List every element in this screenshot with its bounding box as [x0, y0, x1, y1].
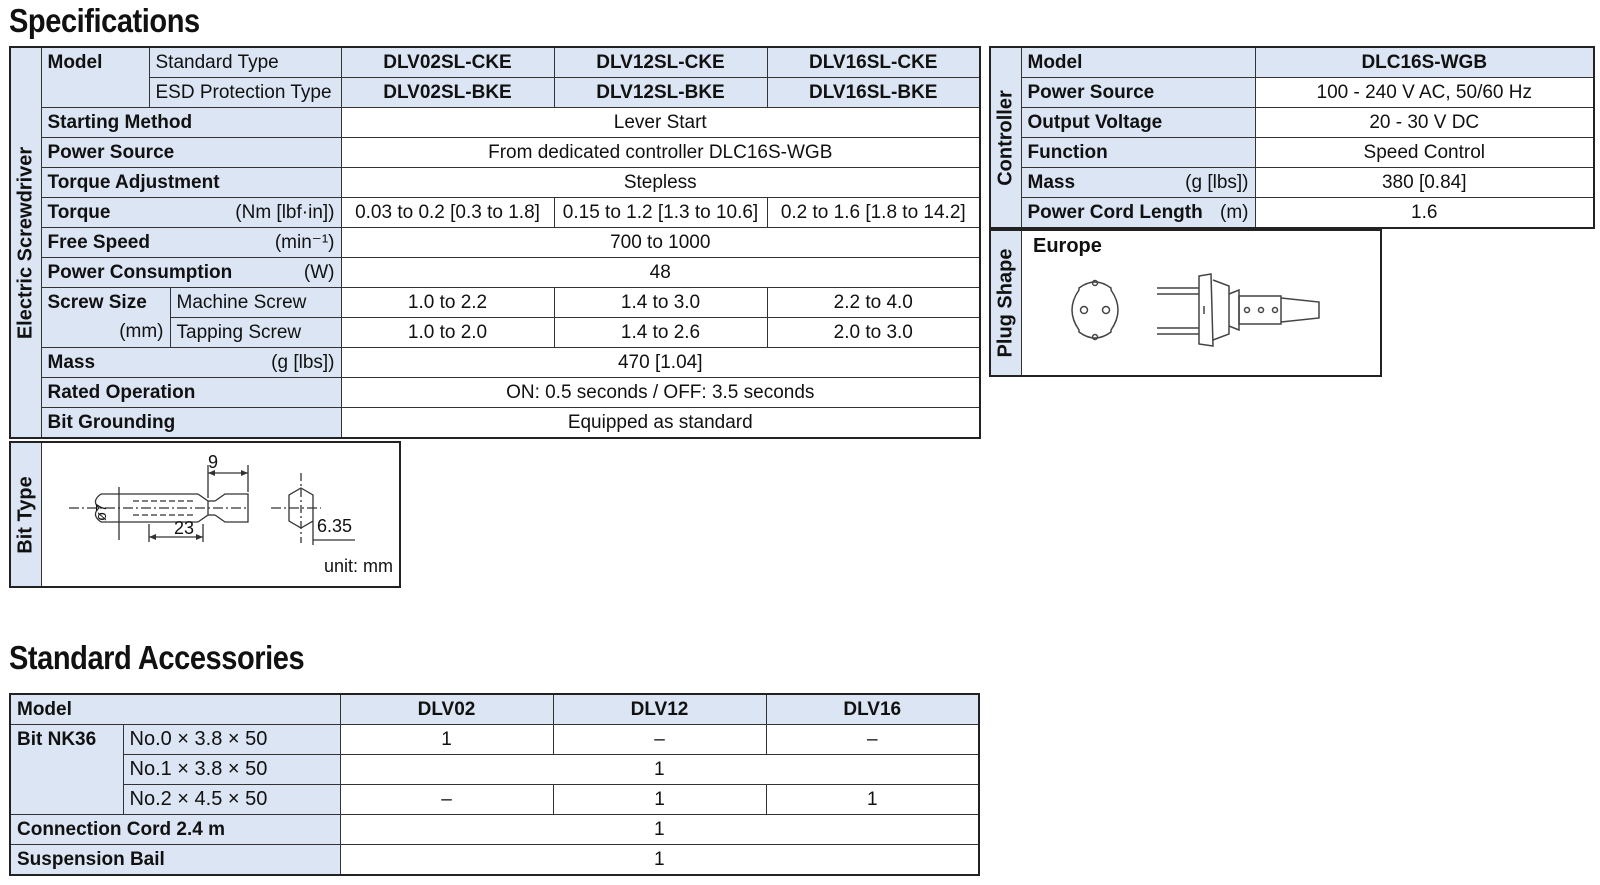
cord-length-label: Power Cord Length (m): [1021, 198, 1255, 229]
accessory-value: 1: [340, 725, 553, 755]
screw-size-unit: (mm): [119, 321, 164, 342]
machine-screw-value: 2.2 to 4.0: [767, 288, 980, 318]
torque-value: 0.2 to 1.6 [1.8 to 14.2]: [767, 198, 980, 228]
accessory-value: 1: [340, 755, 979, 785]
free-speed-unit: (min⁻¹): [274, 232, 335, 253]
machine-screw-value: 1.0 to 2.2: [341, 288, 554, 318]
tapping-screw-value: 1.0 to 2.0: [341, 318, 554, 348]
mass-value: 470 [1.04]: [341, 348, 980, 378]
dim-23-label: 23: [174, 518, 195, 538]
output-voltage-label: Output Voltage: [1021, 108, 1255, 138]
free-speed-label: Free Speed (min⁻¹): [41, 228, 341, 258]
accessory-model-header: DLV12: [553, 694, 766, 725]
tapping-screw-value: 1.4 to 2.6: [554, 318, 767, 348]
accessories-model-label: Model: [10, 694, 340, 725]
dim-7-label: ø7: [93, 503, 110, 521]
accessory-value: –: [553, 725, 766, 755]
accessories-table: [9, 693, 980, 876]
machine-screw-value: 1.4 to 3.0: [554, 288, 767, 318]
controller-spec-table: [989, 46, 1595, 229]
bit-size-label: No.0 × 3.8 × 50: [123, 725, 340, 755]
model-cell: DLV02SL-CKE: [341, 47, 554, 78]
rated-operation-label: Rated Operation: [41, 378, 341, 408]
controller-power-source-label: Power Source: [1021, 78, 1255, 108]
bit-grounding-value: Equipped as standard: [341, 408, 980, 439]
esd-type-label: ESD Protection Type: [149, 78, 341, 108]
bit-size-label: No.2 × 4.5 × 50: [123, 785, 340, 815]
plug-region-label: Europe: [1033, 235, 1102, 257]
power-consumption-unit: (W): [303, 262, 335, 283]
power-consumption-label: Power Consumption (W): [41, 258, 341, 288]
plug-shape-panel: [989, 229, 1382, 377]
dim-635-label: 6.35: [317, 516, 353, 536]
model-cell: DLV02SL-BKE: [341, 78, 554, 108]
screwdriver-spec-table: [9, 46, 981, 439]
controller-side-label: Controller: [990, 47, 1021, 228]
bit-nk36-label: Bit NK36: [10, 725, 123, 815]
controller-model-label: Model: [1021, 47, 1255, 78]
torque-adjustment-label: Torque Adjustment: [41, 168, 341, 198]
accessory-model-header: DLV16: [766, 694, 979, 725]
model-cell: DLV12SL-CKE: [554, 47, 767, 78]
unit-note: unit: mm: [323, 556, 393, 576]
plug-shape-side-label: Plug Shape: [991, 231, 1022, 375]
connection-cord-value: 1: [340, 815, 979, 845]
accessory-value: 1: [553, 785, 766, 815]
output-voltage-value: 20 - 30 V DC: [1255, 108, 1594, 138]
model-cell: DLV12SL-BKE: [554, 78, 767, 108]
tapping-screw-label: Tapping Screw: [170, 318, 341, 348]
suspension-bail-value: 1: [340, 845, 979, 876]
screw-size-label: Screw Size (mm): [41, 288, 170, 348]
power-consumption-value: 48: [341, 258, 980, 288]
controller-power-source-value: 100 - 240 V AC, 50/60 Hz: [1255, 78, 1594, 108]
model-label: Model: [41, 47, 149, 108]
starting-method-value: Lever Start: [341, 108, 980, 138]
torque-adjustment-value: Stepless: [341, 168, 980, 198]
tapping-screw-value: 2.0 to 3.0: [767, 318, 980, 348]
machine-screw-label: Machine Screw: [170, 288, 341, 318]
controller-mass-unit: (g [lbs]): [1185, 172, 1249, 193]
torque-label: Torque (Nm [lbf·in]): [41, 198, 341, 228]
suspension-bail-label: Suspension Bail: [10, 845, 340, 876]
bit-type-side-label: Bit Type: [11, 443, 42, 586]
cord-length-unit: (m): [1220, 202, 1249, 223]
controller-mass-label: Mass (g [lbs]): [1021, 168, 1255, 198]
torque-value: 0.15 to 1.2 [1.3 to 10.6]: [554, 198, 767, 228]
torque-value: 0.03 to 0.2 [0.3 to 1.8]: [341, 198, 554, 228]
starting-method-label: Starting Method: [41, 108, 341, 138]
cord-length-value: 1.6: [1255, 198, 1594, 229]
specifications-title: Specifications: [9, 2, 200, 39]
power-source-value: From dedicated controller DLC16S-WGB: [341, 138, 980, 168]
standard-type-label: Standard Type: [149, 47, 341, 78]
mass-label: Mass (g [lbs]): [41, 348, 341, 378]
power-source-label: Power Source: [41, 138, 341, 168]
dim-9-label: 9: [208, 452, 219, 472]
europe-plug-icon: [1061, 266, 1361, 366]
accessories-title: Standard Accessories: [9, 639, 305, 676]
function-label: Function: [1021, 138, 1255, 168]
accessory-value: –: [766, 725, 979, 755]
controller-model-value: DLC16S-WGB: [1255, 47, 1594, 78]
accessory-value: 1: [766, 785, 979, 815]
free-speed-value: 700 to 1000: [341, 228, 980, 258]
bit-grounding-label: Bit Grounding: [41, 408, 341, 439]
model-cell: DLV16SL-CKE: [767, 47, 980, 78]
bit-type-panel: [9, 441, 401, 588]
mass-unit: (g [lbs]): [271, 352, 335, 373]
screwdriver-side-label: Electric Screwdriver: [10, 47, 41, 438]
controller-mass-value: 380 [0.84]: [1255, 168, 1594, 198]
connection-cord-label: Connection Cord 2.4 m: [10, 815, 340, 845]
accessory-value: –: [340, 785, 553, 815]
accessory-model-header: DLV02: [340, 694, 553, 725]
rated-operation-value: ON: 0.5 seconds / OFF: 3.5 seconds: [341, 378, 980, 408]
torque-unit: (Nm [lbf·in]): [235, 202, 335, 223]
function-value: Speed Control: [1255, 138, 1594, 168]
model-cell: DLV16SL-BKE: [767, 78, 980, 108]
bit-size-label: No.1 × 3.8 × 50: [123, 755, 340, 785]
